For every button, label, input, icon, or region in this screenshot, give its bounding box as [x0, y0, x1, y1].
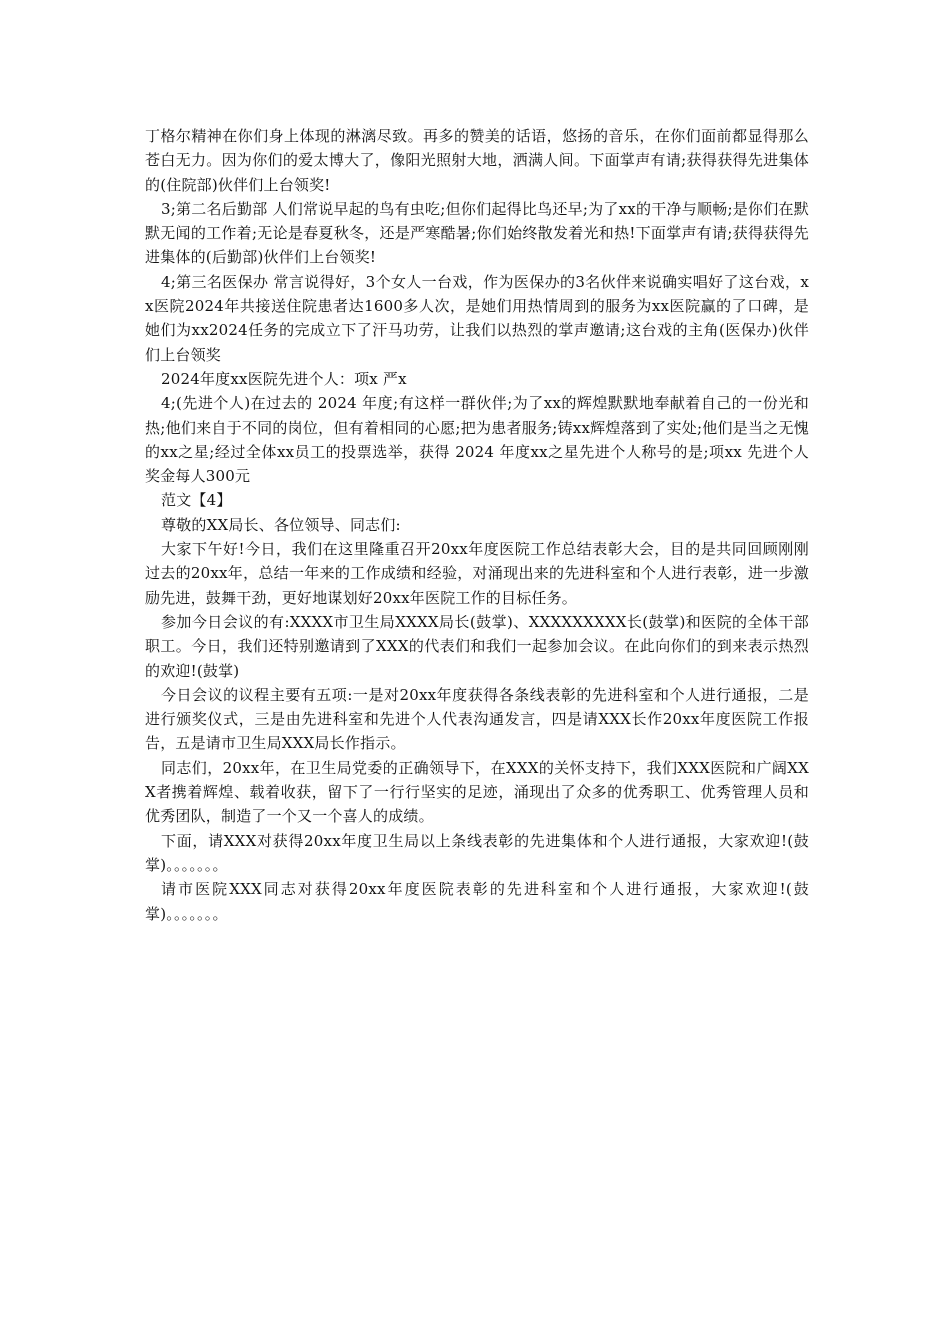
- paragraph: 同志们，20xx年，在卫生局党委的正确领导下，在XXX的关怀支持下，我们XXX医院和广阔XXX者携着辉煌、载着收获，留下了一行行坚实的足迹，涌现出了众多的优秀职工、优秀管理人员和优秀团队，制造了一个又一个喜人的成绩。: [145, 758, 809, 826]
- paragraph: 2024年度xx医院先进个人：项x 严x: [161, 369, 407, 388]
- paragraph: 4;第三名医保办 常言说得好，3个女人一台戏，作为医保办的3名伙伴来说确实唱好了这台戏，xx医院2024年共接送住院患者达1600多人次，是她们用热情周到的服务为xx医院赢的了口碑，是她们为xx2024任务的完成立下了汗马功劳，让我们以热烈的掌声邀请;这台戏的主角(医保办)伙伴们上台领奖: [145, 272, 809, 364]
- document-body: [145, 124, 809, 926]
- paragraph: 丁格尔精神在你们身上体现的淋漓尽致。再多的赞美的话语，悠扬的音乐，在你们面前都显得那么苍白无力。因为你们的爱太博大了，像阳光照射大地，洒满人间。下面掌声有请;获得获得先进集体的(住院部)伙伴们上台领奖!: [145, 127, 809, 194]
- paragraph: 4;(先进个人)在过去的 2024 年度;有这样一群伙伴;为了xx的辉煌默默地奉献着自己的一份光和热;他们来自于不同的岗位，但有着相同的心愿;把为患者服务;铸xx辉煌落到了实处;他们是当之无愧的xx之星;经过全体xx员工的投票选举，获得 2024 年度xx之星先进个人称号的是;项xx 先进个人奖金每人300元: [145, 394, 809, 486]
- salutation: 尊敬的XX局长、各位领导、同志们:: [161, 515, 401, 534]
- paragraph: 大家下午好!今日，我们在这里隆重召开20xx年度医院工作总结表彰大会，目的是共同回顾刚刚过去的20xx年，总结一年来的工作成绩和经验，对涌现出来的先进科室和个人进行表彰，进一步激励先进，鼓舞干劲，更好地谋划好20xx年医院工作的目标任务。: [145, 540, 809, 607]
- section-heading: 范文【4】: [161, 491, 232, 510]
- paragraph: 请市医院XXX同志对获得20xx年度医院表彰的先进科室和个人进行通报，大家欢迎!(鼓掌)。。。。。。。: [145, 880, 809, 923]
- paragraph: 下面，请XXX对获得20xx年度卫生局以上条线表彰的先进集体和个人进行通报，大家欢迎!(鼓掌)。。。。。。。: [145, 831, 809, 874]
- paragraph: 3;第二名后勤部 人们常说早起的鸟有虫吃;但你们起得比鸟还早;为了xx的干净与顺畅;是你们在默默无闻的工作着;无论是春夏秋冬，还是严寒酷暑;你们始终散发着光和热!下面掌声有请;获得获得先进集体的(后勤部)伙伴们上台领奖!: [145, 199, 809, 267]
- paragraph: 参加今日会议的有:XXXX市卫生局XXXX局长(鼓掌)、XXXXXXXXX长(鼓掌)和医院的全体干部职工。今日，我们还特别邀请到了XXX的代表们和我们一起参加会议。在此向你们的到来表示热烈的欢迎!(鼓掌): [145, 612, 809, 680]
- paragraph: 今日会议的议程主要有五项:一是对20xx年度获得各条线表彰的先进科室和个人进行通报，二是进行颁奖仪式，三是由先进科室和先进个人代表沟通发言，四是请XXX长作20xx年度医院工作报告，五是请市卫生局XXX局长作指示。: [145, 685, 809, 753]
